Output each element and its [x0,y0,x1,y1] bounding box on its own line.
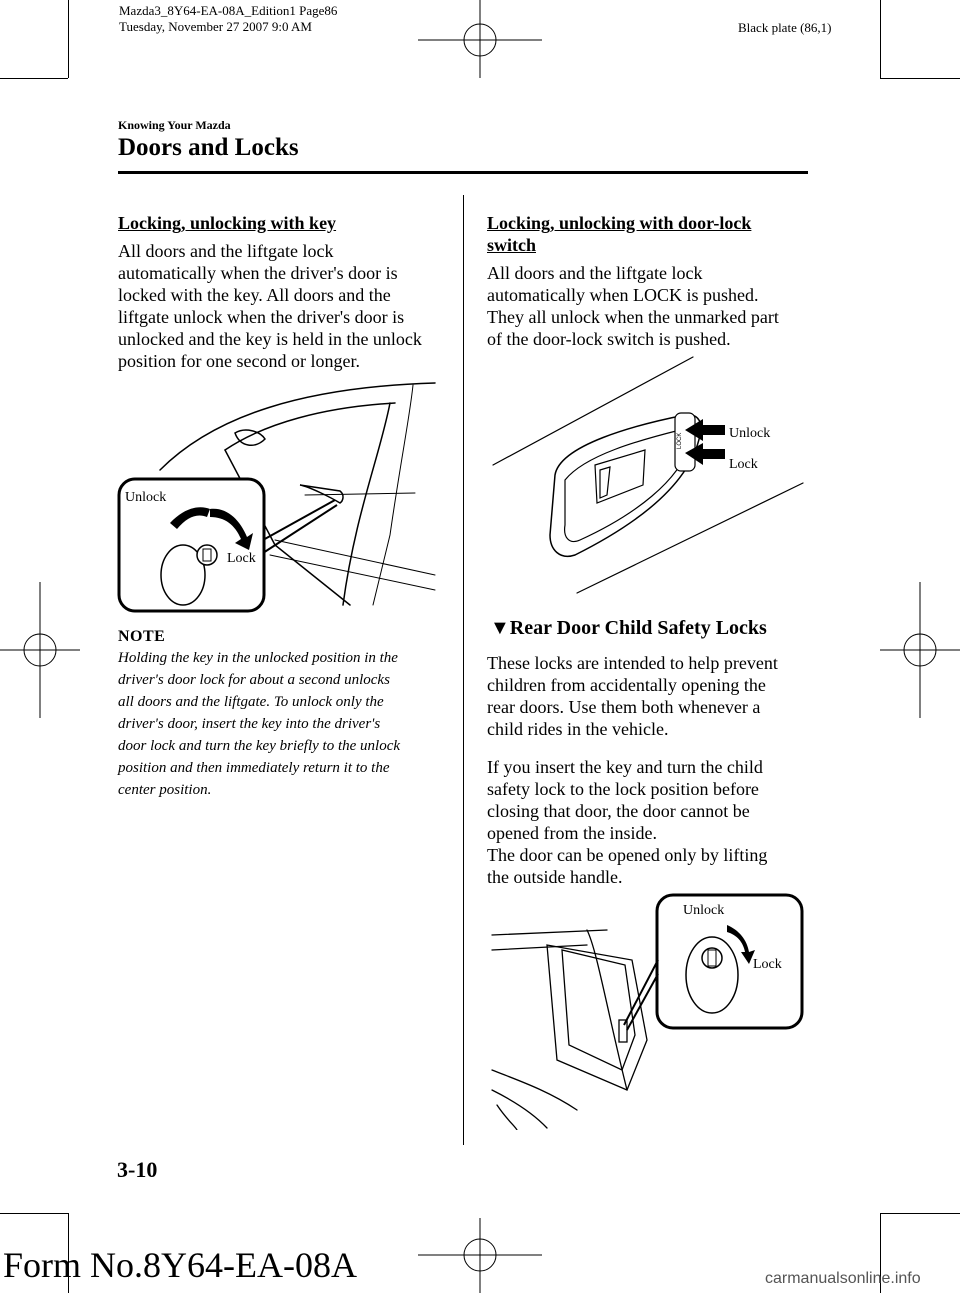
section-marker-icon: ▼ [490,617,510,639]
note-body [118,647,458,801]
right-body-line: All doors and the liftgate lock [487,263,703,283]
note-line: driver's door lock for about a second unlocks [118,672,390,688]
door-lock-switch-illustration [485,355,805,595]
para-line: children from accidentally opening the [487,675,766,695]
driver-door-key-illustration [115,375,440,620]
section-label: Knowing Your Mazda [118,118,231,132]
para-line: closing that door, the door cannot be [487,801,750,821]
watermark: carmanualsonline.info [765,1270,921,1287]
child-lock-unlock-label: Unlock [683,903,725,918]
left-body-line: unlocked and the key is held in the unlock [118,329,422,349]
left-body-line: All doors and the liftgate lock [118,241,334,261]
left-body [118,240,458,372]
child-lock-para2 [487,756,817,888]
note-line: door lock and turn the key briefly to the unlock [118,738,401,754]
left-body-line: automatically when the driver's door is [118,263,398,283]
right-body-line: of the door-lock switch is pushed. [487,329,731,349]
child-lock-lock-label: Lock [753,957,782,972]
left-subheading: Locking, unlocking with key [118,213,337,233]
rear-door-heading-text: Rear Door Child Safety Locks [509,617,767,639]
para-line: These locks are intended to help prevent [487,653,778,673]
rear-door-heading [490,617,767,640]
note-line: all doors and the liftgate. To unlock only the [118,694,384,710]
switch-lock-label: Lock [729,457,758,472]
note-line: driver's door, insert the key into the driver's [118,716,381,732]
switch-lock-text: LOCK [677,432,683,449]
left-fig-unlock-label: Unlock [125,490,167,505]
right-subheading-line: switch [487,235,536,255]
left-body-line: locked with the key. All doors and the [118,285,391,305]
para-line: child rides in the vehicle. [487,719,669,739]
right-subheading-line: Locking, unlocking with door-lock [487,213,752,233]
file-info [119,3,337,35]
child-lock-cylinder [686,937,738,1013]
right-body-line: They all unlock when the unmarked part [487,307,779,327]
left-body-line: position for one second or longer. [118,351,360,371]
left-fig-lock-label: Lock [227,551,256,566]
para-line: the outside handle. [487,867,623,887]
right-subheading [487,212,751,256]
para-line: If you insert the key and turn the child [487,757,763,777]
note-line: Holding the key in the unlocked position in the [118,650,398,666]
para-line: opened from the inside. [487,823,657,843]
para-line: rear doors. Use them both whenever a [487,697,761,717]
left-body-line: liftgate unlock when the driver's door is [118,307,405,327]
page-title: Doors and Locks [118,134,299,161]
right-body-line: automatically when LOCK is pushed. [487,285,759,305]
page-number: 3-10 [117,1157,158,1182]
note-heading: NOTE [118,628,166,645]
switch-unlock-label: Unlock [729,426,771,441]
child-lock-para1 [487,652,817,740]
para-line: safety lock to the lock position before [487,779,759,799]
form-number: Form No.8Y64-EA-08A [3,1245,357,1285]
para-line: The door can be opened only by lifting [487,845,768,865]
child-safety-lock-illustration [487,890,807,1130]
note-line: position and then immediately return it to the [118,760,390,776]
file-timestamp: Tuesday, November 27 2007 9:0 AM [119,19,312,34]
black-plate: Black plate (86,1) [738,20,832,35]
column-divider [463,195,464,1145]
title-rule [118,171,808,174]
right-body [487,262,817,350]
note-line: center position. [118,782,212,798]
file-name: Mazda3_8Y64-EA-08A_Edition1 Page86 [119,3,338,18]
